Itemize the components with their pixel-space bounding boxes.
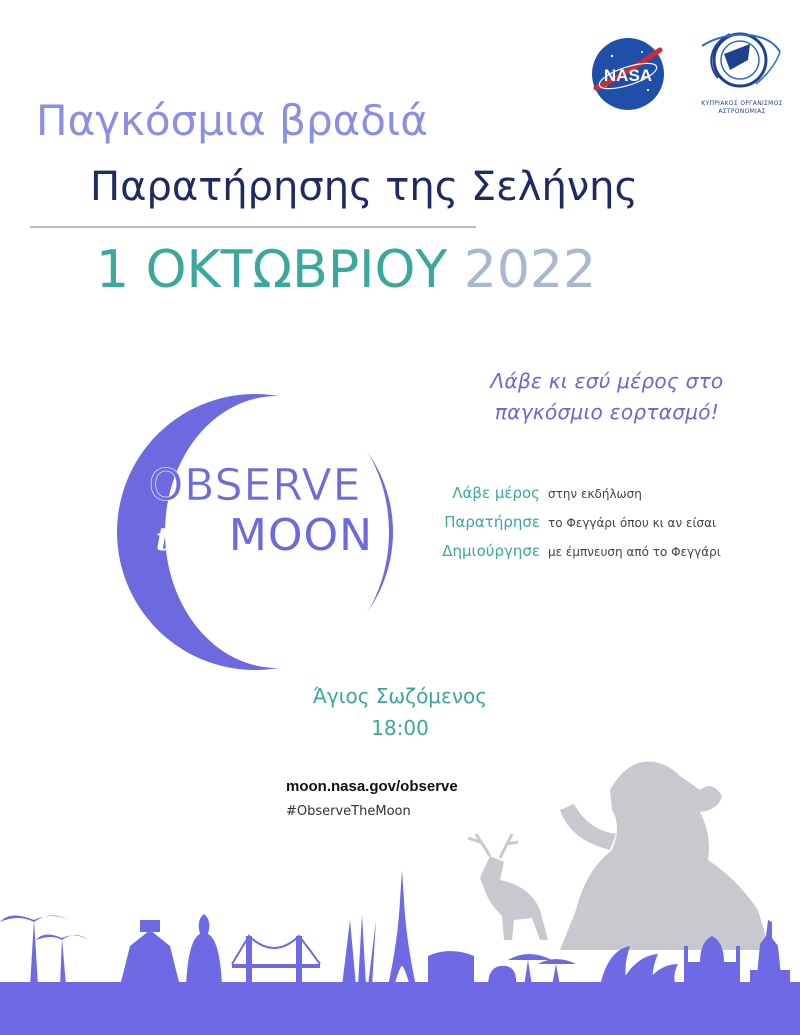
title-line2: Παρατήρησης της Σελήνης	[90, 164, 638, 210]
moon-logo-the: the	[155, 520, 215, 558]
event-date-year: 2022	[463, 240, 597, 300]
tagline-line1: Λάβε κι εσύ μέρος στο	[490, 369, 724, 393]
action-row-observe	[410, 513, 790, 542]
action-row-create	[410, 542, 790, 571]
event-date	[96, 240, 596, 300]
person-with-binoculars-silhouette	[560, 762, 770, 950]
cyprus-astronomy-line1: ΚΥΠΡΙΑΚΟΣ ΟΡΓΑΝΙΣΜΟΣ	[701, 100, 783, 107]
event-date-day-month: 1 ΟΚΤΩΒΡΙΟΥ	[96, 240, 448, 300]
action-description: στην εκδήλωση	[548, 487, 642, 501]
action-verb: Λάβε μέρος	[452, 484, 540, 502]
observe-url[interactable]: moon.nasa.gov/observe	[286, 778, 458, 795]
event-location: Άγιος Σωζόμενος	[313, 684, 487, 708]
tagline	[452, 366, 762, 428]
cyprus-astronomy-line2: ΑΣΤΡΟΝΟΜΙΑΣ	[718, 108, 766, 115]
deer-silhouette	[468, 834, 548, 940]
event-location-block	[300, 680, 500, 744]
event-time: 18:00	[371, 716, 429, 740]
action-row-participate	[410, 484, 790, 513]
action-description: το Φεγγάρι όπου κι αν είσαι	[548, 516, 717, 530]
title-line1: Παγκόσμια βραδιά	[36, 96, 428, 145]
nasa-logo	[590, 36, 666, 112]
tagline-line2: παγκόσμιο εορτασμό!	[494, 400, 720, 424]
cyprus-astronomy-label	[694, 100, 790, 116]
action-verb: Δημιούργησε	[442, 542, 540, 560]
observe-hashtag: #ObserveTheMoon	[286, 804, 411, 819]
title-divider	[30, 226, 476, 228]
action-verb: Παρατήρησε	[444, 513, 540, 531]
moon-logo-moon: MOON	[228, 510, 374, 561]
observe-the-moon-logo	[105, 382, 405, 682]
moon-logo-observe: OBSERVE	[148, 460, 362, 511]
nasa-logo-text: NASA	[603, 66, 653, 85]
action-description: με έμπνευση από το Φεγγάρι	[548, 545, 721, 559]
action-list	[410, 484, 790, 571]
